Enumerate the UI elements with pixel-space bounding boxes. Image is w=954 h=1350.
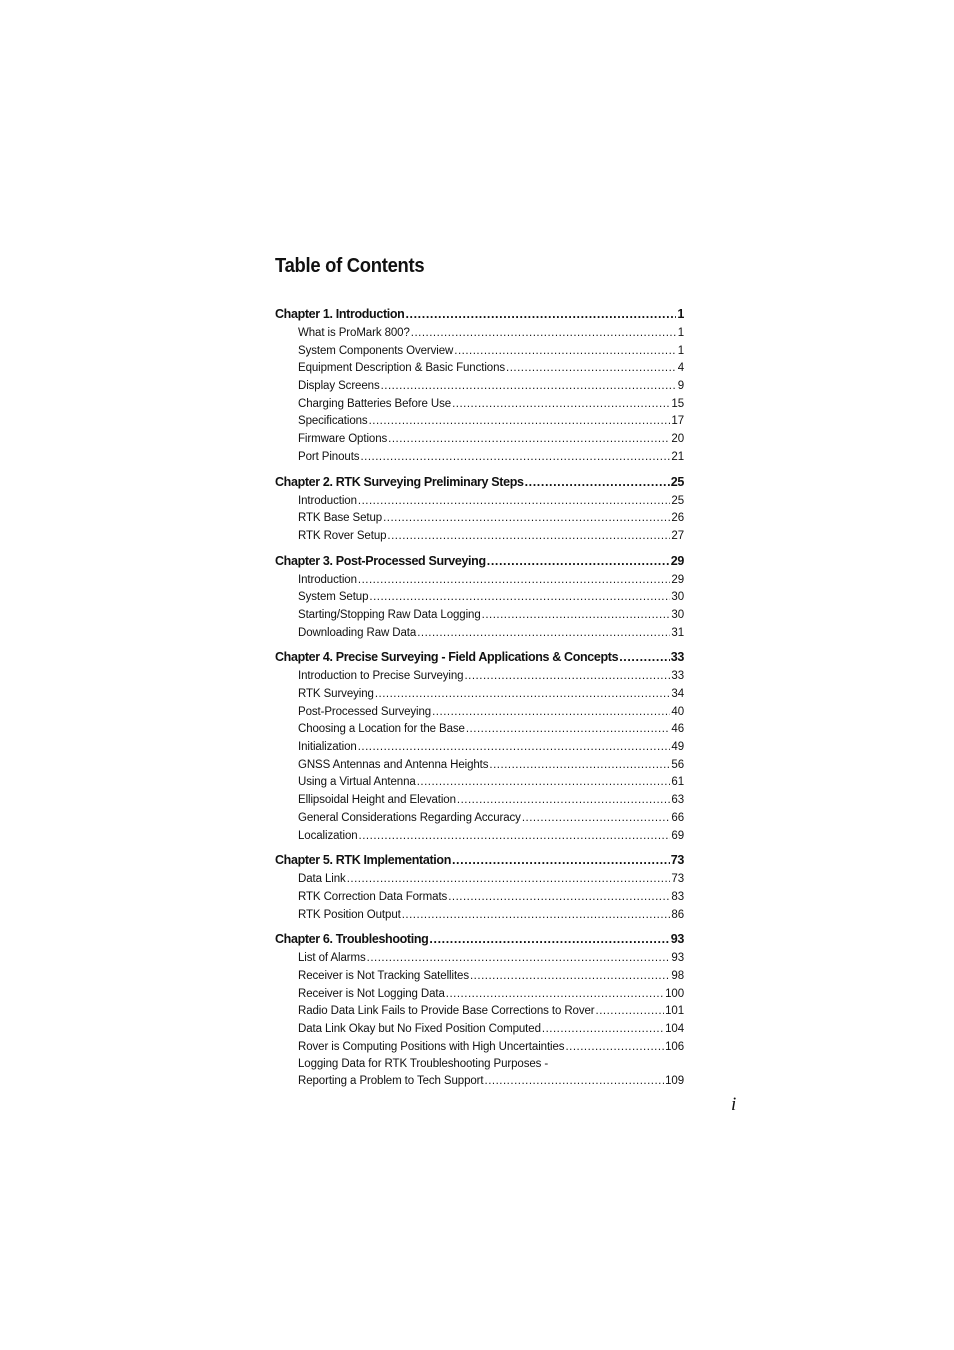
toc-page-number: 49 (671, 741, 684, 754)
toc-entry[interactable] (275, 1039, 684, 1057)
toc-chapter-title: Chapter 1. Introduction (275, 307, 405, 321)
dot-leader (417, 774, 671, 792)
toc-page-number: 93 (671, 952, 684, 965)
page-number: i (731, 1094, 737, 1115)
toc-entry[interactable] (275, 396, 684, 414)
toc-entry[interactable] (275, 572, 684, 590)
toc-page-number: 86 (671, 908, 684, 921)
toc-entry[interactable] (275, 950, 684, 968)
toc-chapter-title: Chapter 6. Troubleshooting (275, 932, 429, 947)
dot-leader (464, 668, 670, 686)
toc-entry-title: RTK Rover Setup (298, 529, 387, 542)
dot-leader (619, 647, 670, 668)
toc-page-number: 31 (671, 626, 684, 639)
toc-entry-title: Post-Processed Surveying (298, 705, 432, 718)
toc-entry[interactable] (275, 757, 684, 775)
toc-entry-title: Localization (298, 829, 358, 842)
dot-leader (417, 625, 670, 643)
dot-leader (457, 792, 671, 810)
toc-entry-title-line1: Logging Data for RTK Troubleshooting Purposes - (298, 1058, 549, 1071)
dot-leader (506, 360, 677, 378)
toc-page-number: 100 (665, 987, 684, 1000)
toc-entry-title: Downloading Raw Data (298, 626, 417, 639)
toc-page-number: 21 (671, 450, 684, 463)
toc-page-number: 63 (671, 794, 684, 807)
toc-page-number: 34 (671, 688, 684, 700)
toc-page-number: 46 (671, 723, 684, 736)
toc-entry-title: Equipment Description & Basic Functions (298, 362, 506, 375)
toc-entry[interactable] (275, 686, 684, 704)
toc-page-number: 26 (671, 512, 684, 525)
toc-entry[interactable] (275, 1021, 684, 1039)
toc-entry[interactable] (275, 607, 684, 625)
toc-chapter-entry[interactable] (275, 647, 684, 668)
toc-entry-title: Data Link (298, 873, 346, 886)
dot-leader (454, 343, 676, 361)
toc-page-number: 1 (677, 344, 684, 357)
dot-leader (489, 757, 670, 775)
toc-chapter-entry[interactable] (275, 304, 684, 325)
toc-page-number: 15 (671, 397, 684, 410)
dot-leader (359, 828, 671, 846)
dot-leader (405, 304, 676, 325)
toc-entry[interactable] (275, 968, 684, 986)
toc-entry[interactable] (275, 431, 684, 449)
toc-page-number: 25 (670, 474, 684, 489)
dot-leader (360, 449, 670, 467)
dot-leader (596, 1003, 665, 1021)
toc-entry-title: Firmware Options (298, 433, 388, 446)
dot-leader (375, 686, 671, 704)
toc-entry-title: RTK Surveying (298, 688, 374, 700)
dot-leader (383, 510, 670, 528)
toc-page-number: 1 (677, 307, 684, 321)
toc-page-number: 73 (670, 853, 684, 868)
toc-page-number: 4 (677, 362, 684, 375)
toc-entry-title: Rover is Computing Positions with High Uncertainties (298, 1040, 565, 1053)
dot-leader (358, 739, 671, 757)
toc-entry[interactable] (275, 828, 684, 846)
toc-entry[interactable] (275, 378, 684, 396)
toc-chapter-title: Chapter 2. RTK Surveying Preliminary Steps (275, 474, 524, 489)
toc-entry[interactable] (275, 810, 684, 828)
toc-entry[interactable] (275, 1003, 684, 1021)
toc-entry-title: Receiver is Not Tracking Satellites (298, 969, 469, 982)
toc-page-number: 73 (671, 873, 684, 886)
dot-leader (387, 528, 670, 546)
dot-leader (402, 907, 671, 925)
dot-leader (482, 607, 671, 625)
toc-entry[interactable] (275, 668, 684, 686)
toc-page-number: 83 (671, 890, 684, 903)
toc-chapter-title: Chapter 3. Post-Processed Surveying (275, 553, 486, 568)
toc-entry[interactable] (275, 774, 684, 792)
toc-page-number: 98 (671, 969, 684, 982)
toc-chapter (275, 551, 684, 643)
toc-page-number: 33 (671, 670, 684, 683)
toc-entry[interactable] (275, 889, 684, 907)
toc-page-number: 29 (671, 573, 684, 586)
toc-page-number: 9 (677, 380, 684, 393)
dot-leader (358, 572, 671, 590)
toc-entry[interactable] (275, 493, 684, 511)
toc-entry-title: Initialization (298, 741, 357, 754)
dot-leader (367, 950, 671, 968)
toc-entry[interactable] (275, 907, 684, 925)
toc-entry-title: Data Link Okay but No Fixed Position Computed (298, 1023, 541, 1035)
toc-page-number: 61 (671, 776, 684, 789)
toc-page-number: 56 (671, 758, 684, 771)
toc-entry[interactable] (275, 510, 684, 528)
toc-entry[interactable] (275, 1056, 684, 1089)
dot-leader (388, 431, 670, 449)
toc-page-number: 66 (671, 811, 684, 824)
toc-entry-title: General Considerations Regarding Accuracy (298, 811, 521, 824)
toc-chapter-entry[interactable] (275, 850, 684, 871)
toc-chapter (275, 850, 684, 924)
dot-leader (452, 850, 670, 871)
dot-leader (466, 721, 671, 739)
toc-entry[interactable] (275, 449, 684, 467)
dot-leader (381, 378, 677, 396)
dot-leader (565, 1039, 664, 1057)
toc-entry-title: Specifications (298, 415, 368, 428)
toc-entry-title: RTK Position Output (298, 908, 401, 921)
toc-entry-title: Using a Virtual Antenna (298, 776, 416, 789)
toc-page-number: 1 (677, 327, 684, 339)
toc-chapter (275, 472, 684, 546)
table-of-contents (275, 304, 684, 1089)
dot-leader (411, 325, 677, 343)
toc-page-number: 69 (671, 829, 684, 842)
toc-entry-title: Port Pinouts (298, 450, 360, 463)
toc-entry-title: Display Screens (298, 380, 380, 393)
toc-entry-title-line2: Reporting a Problem to Tech Support (298, 1074, 484, 1087)
toc-entry-title: What is ProMark 800? (298, 327, 410, 339)
toc-page-number: 20 (671, 433, 684, 446)
toc-entry[interactable] (275, 792, 684, 810)
toc-entry[interactable] (275, 413, 684, 431)
toc-entry-title: Introduction to Precise Surveying (298, 670, 464, 683)
dot-leader (347, 871, 671, 889)
toc-entry-title: Receiver is Not Logging Data (298, 987, 445, 1000)
toc-entry[interactable] (275, 986, 684, 1004)
dot-leader (485, 1073, 665, 1090)
toc-entry-title: Radio Data Link Fails to Provide Base Corrections to Rover (298, 1005, 595, 1018)
toc-chapter-entry[interactable] (275, 929, 684, 950)
toc-page-number: 29 (670, 553, 684, 568)
toc-page-number: 109 (665, 1074, 684, 1087)
toc-chapter (275, 304, 684, 467)
toc-page-number: 93 (670, 932, 684, 947)
toc-page-number: 101 (665, 1005, 684, 1018)
toc-entry-title: Choosing a Location for the Base (298, 723, 465, 736)
toc-chapter-title: Chapter 4. Precise Surveying - Field Applications & Concepts (275, 650, 619, 665)
dot-leader (542, 1021, 664, 1039)
dot-leader (446, 986, 664, 1004)
toc-entry[interactable] (275, 325, 684, 343)
toc-entry-title: Introduction (298, 573, 357, 586)
toc-chapter-entry[interactable] (275, 551, 684, 572)
toc-entry[interactable] (275, 625, 684, 643)
toc-page-number: 33 (670, 650, 684, 665)
toc-entry-title: Starting/Stopping Raw Data Logging (298, 608, 481, 621)
toc-entry-title: Ellipsoidal Height and Elevation (298, 794, 456, 807)
toc-page-number: 25 (671, 494, 684, 507)
toc-entry[interactable] (275, 721, 684, 739)
toc-page-number: 104 (665, 1023, 684, 1035)
toc-entry[interactable] (275, 528, 684, 546)
dot-leader (358, 493, 671, 511)
toc-chapter-title: Chapter 5. RTK Implementation (275, 853, 451, 868)
toc-page-number: 30 (671, 608, 684, 621)
toc-entry[interactable] (275, 704, 684, 722)
toc-entry-title: GNSS Antennas and Antenna Heights (298, 758, 489, 771)
toc-entry-title: RTK Correction Data Formats (298, 890, 448, 903)
toc-entry[interactable] (275, 343, 684, 361)
toc-entry[interactable] (275, 739, 684, 757)
toc-entry-title: System Components Overview (298, 344, 454, 357)
toc-entry-title: Introduction (298, 494, 357, 507)
toc-chapter-entry[interactable] (275, 472, 684, 493)
dot-leader (369, 589, 670, 607)
dot-leader (487, 551, 670, 572)
dot-leader (525, 472, 670, 493)
dot-leader (522, 810, 671, 828)
page-title: Table of Contents (275, 255, 425, 277)
dot-leader (448, 889, 670, 907)
toc-entry-title: Charging Batteries Before Use (298, 397, 452, 410)
toc-page-number: 106 (665, 1040, 684, 1053)
dot-leader (470, 968, 670, 986)
dot-leader (452, 396, 670, 414)
toc-page-number: 30 (671, 591, 684, 604)
toc-chapter (275, 929, 684, 1089)
toc-entry-title: List of Alarms (298, 952, 366, 965)
toc-entry[interactable] (275, 871, 684, 889)
toc-page-number: 40 (671, 705, 684, 718)
toc-entry[interactable] (275, 589, 684, 607)
toc-chapter (275, 647, 684, 845)
dot-leader (369, 413, 671, 431)
toc-entry-title: RTK Base Setup (298, 512, 383, 525)
toc-entry[interactable] (275, 360, 684, 378)
dot-leader (429, 929, 669, 950)
toc-page-number: 17 (671, 415, 684, 428)
toc-page-number: 27 (671, 529, 684, 542)
dot-leader (432, 704, 670, 722)
toc-entry-title: System Setup (298, 591, 369, 604)
